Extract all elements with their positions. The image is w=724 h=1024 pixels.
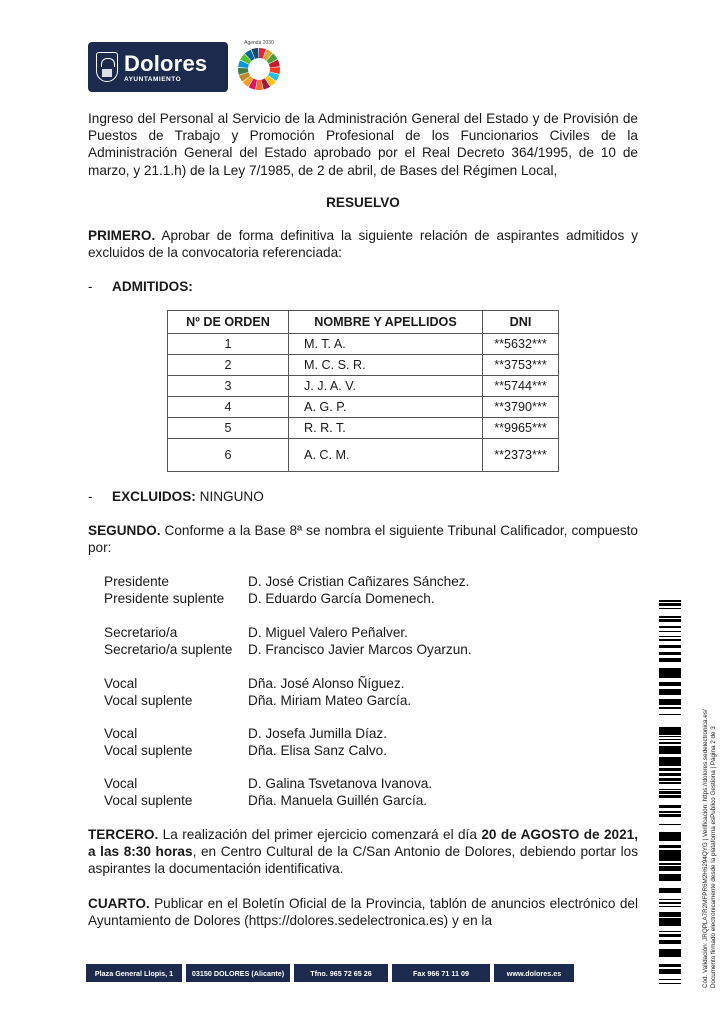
cuarto-label: CUARTO.: [88, 896, 150, 911]
cell-nombre: M. T. A.: [289, 334, 483, 355]
cell-orden: 4: [168, 397, 289, 418]
cell-nombre: R. R. T.: [289, 418, 483, 439]
tribunal-member: D. Eduardo García Domenech.: [248, 591, 435, 606]
footer-city: 03150 DOLORES (Alicante): [186, 964, 290, 982]
tercero-text: La realización del primer ejercicio comenzará el día: [158, 827, 482, 842]
table-row: [168, 376, 559, 397]
validation-note: [702, 658, 718, 988]
primero-label: PRIMERO.: [88, 228, 156, 243]
column-header: DNI: [483, 311, 559, 334]
validation-barcode: [659, 600, 681, 988]
tribunal-role: Presidente suplente: [104, 591, 225, 606]
column-header: NOMBRE Y APELLIDOS: [289, 311, 483, 334]
agenda-2030-logo: [234, 42, 284, 92]
admitidos-table: [167, 310, 559, 472]
footer-phone: Tfno. 965 72 65 26: [294, 964, 388, 982]
primero-paragraph: [88, 227, 638, 261]
table-row: [168, 439, 559, 472]
tribunal-member: D. Josefa Jumilla Díaz.: [248, 726, 388, 741]
tribunal-member: Dña. Elisa Sanz Calvo.: [248, 743, 388, 758]
tribunal-role: Secretario/a suplente: [104, 642, 233, 657]
tribunal-member: Dña. Miriam Mateo García.: [248, 693, 412, 708]
tribunal-role: Vocal suplente: [104, 743, 193, 758]
excluidos-line: - EXCLUIDOS: NINGUNO: [88, 489, 264, 504]
tribunal-member: D. Miguel Valero Peñalver.: [248, 625, 408, 640]
cell-orden: 3: [168, 376, 289, 397]
column-header: Nº DE ORDEN: [168, 311, 289, 334]
validation-code: Cód. Validación: JRQPLA7R2MFPR6M2H6294QYG | Verificación: https://dolores.sedelectronica.es/: [702, 709, 709, 988]
segundo-label: SEGUNDO.: [88, 523, 161, 538]
header: [88, 42, 284, 92]
admitidos-label: ADMITIDOS:: [112, 279, 193, 294]
tercero-paragraph: [88, 826, 638, 878]
tribunal-role: Presidente: [104, 574, 169, 589]
excluidos-label: EXCLUIDOS:: [112, 489, 196, 504]
cell-dni: **5632***: [483, 334, 559, 355]
cell-nombre: J. J. A. V.: [289, 376, 483, 397]
segundo-text: Conforme a la Base 8ª se nombra el siguiente Tribunal Calificador, compuesto por:: [88, 523, 638, 556]
tribunal-role: Vocal suplente: [104, 693, 193, 708]
cuarto-paragraph: [88, 895, 638, 929]
tercero-text-end: , en Centro Cultural de la C/San Antonio de Dolores, debiendo portar los aspirantes la documentación identificativa.: [88, 844, 639, 877]
cell-orden: 6: [168, 439, 289, 472]
tribunal-member: D. Galina Tsvetanova Ivanova.: [248, 776, 433, 791]
table-row: [168, 355, 559, 376]
coat-of-arms-icon: [96, 52, 118, 82]
tribunal-member: Dña. José Alonso Ñíguez.: [248, 676, 405, 691]
table-header-row: [168, 311, 559, 334]
tribunal-group-presidente: [104, 573, 624, 607]
cell-orden: 2: [168, 355, 289, 376]
logo-subtitle: AYUNTAMIENTO: [124, 75, 182, 83]
cell-dni: **9965***: [483, 418, 559, 439]
tribunal-role: Vocal suplente: [104, 793, 193, 808]
cuarto-text: Publicar en el Boletín Oficial de la Provincia, tablón de anuncios electrónico del Ayuntamiento de Dolores (https://dolores.sedelectronica.es) y en la: [88, 896, 638, 929]
admitidos-heading: - ADMITIDOS:: [88, 279, 193, 294]
footer-address: Plaza General Llopis, 1: [86, 964, 182, 982]
resuelvo-heading: RESUELVO: [326, 195, 400, 210]
tribunal-role: Vocal: [104, 776, 138, 791]
segundo-paragraph: [88, 522, 638, 556]
dolores-logo: [88, 42, 228, 92]
table-row: [168, 397, 559, 418]
cell-orden: 1: [168, 334, 289, 355]
cell-dni: **3753***: [483, 355, 559, 376]
exam-date: 20 de AGOSTO de 2021, a las 8:30 horas: [88, 827, 638, 860]
table-row: [168, 334, 559, 355]
tribunal-role: Vocal: [104, 676, 138, 691]
intro-paragraph: Ingreso del Personal al Servicio de la Administración General del Estado y de Provisión de Puestos de Trabajo y Promoción Profesional de los Funcionarios Civiles de la Administración General del Estado aprobado por el Real Decreto 364/1995, de 10 de marzo, y 21.1.h) de la Ley 7/1985, de 2 de abril, de Bases del Régimen Local,: [88, 111, 638, 178]
primero-text: Aprobar de forma definitiva la siguiente relación de aspirantes admitidos y excluidos de la convocatoria referenciada:: [88, 228, 638, 261]
footer: [86, 964, 574, 982]
tribunal-group-vocal-1: [104, 675, 624, 709]
tribunal-member: Dña. Manuela Guillén García.: [248, 793, 428, 808]
sdg-caption: Agenda 2030: [244, 40, 274, 46]
logo-name: Dolores: [124, 50, 208, 76]
cell-dni: **2373***: [483, 439, 559, 472]
tribunal-member: D. Francisco Javier Marcos Oyarzun.: [248, 642, 472, 657]
table-row: [168, 418, 559, 439]
cell-nombre: M. C. S. R.: [289, 355, 483, 376]
tribunal-role: Vocal: [104, 726, 138, 741]
tribunal-group-vocal-2: [104, 725, 624, 759]
cell-nombre: A. G. P.: [289, 397, 483, 418]
cell-dni: **3790***: [483, 397, 559, 418]
footer-fax: Fax 966 71 11 09: [392, 964, 490, 982]
signature-note: Documento firmado electrónicamente desde la plataforma esPublico Gestiona | Página 2 de 3: [710, 726, 717, 988]
tribunal-role: Secretario/a: [104, 625, 178, 640]
tribunal-group-secretario: [104, 624, 624, 658]
tribunal-group-vocal-3: [104, 775, 624, 809]
excluidos-value: NINGUNO: [195, 489, 264, 504]
tercero-label: TERCERO.: [88, 827, 159, 842]
footer-web: www.dolores.es: [494, 964, 574, 982]
cell-orden: 5: [168, 418, 289, 439]
sdg-wheel-icon: [234, 42, 284, 92]
cell-dni: **5744***: [483, 376, 559, 397]
tribunal-member: D. José Cristian Cañizares Sánchez.: [248, 574, 470, 589]
cell-nombre: A. C. M.: [289, 439, 483, 472]
